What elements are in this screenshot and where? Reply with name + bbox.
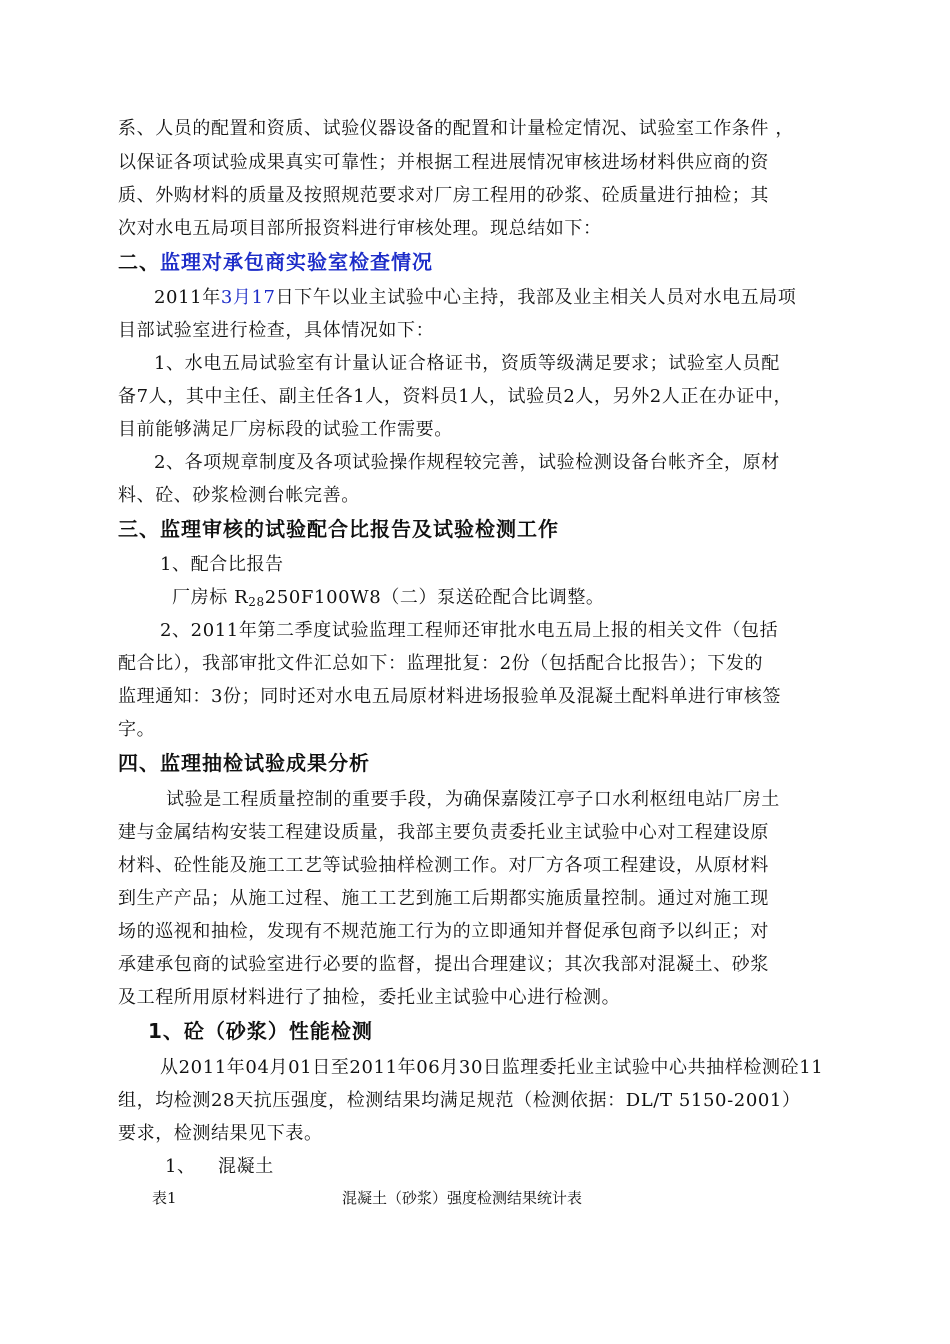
inspection-month: 3月	[220, 287, 252, 308]
mix-prefix: 厂房标 R	[172, 587, 249, 608]
mix-proportion-line	[172, 587, 605, 613]
section-3-sub1: 1、配合比报告	[160, 554, 284, 575]
section-4-sub1-heading: 1、砼（砂浆）性能检测	[148, 1019, 373, 1043]
section-4-heading: 四、监理抽检试验成果分析	[118, 751, 370, 775]
intro-line-4: 次对水电五局项目部所报资料进行审核处理。现总结如下：	[118, 218, 602, 239]
section-2-item1-line-2: 备7人，其中主任、副主任各1人，资料员1人，试验员2人，另外2人正在办证中，	[118, 386, 793, 407]
section-3-item2-line-2: 配合比），我部审批文件汇总如下：监理批复：2份（包括配合比报告）；下发的	[118, 653, 764, 674]
section-3-heading: 三、监理审核的试验配合比报告及试验检测工作	[118, 517, 559, 541]
concrete-item-label: 混凝土	[218, 1156, 274, 1177]
section-2-para-line-1	[154, 287, 796, 309]
section-2-item2-line-2: 料、砼、砂浆检测台帐完善。	[118, 485, 360, 506]
section-2-item1-line-1: 1、水电五局试验室有计量认证合格证书，资质等级满足要求；试验室人员配	[154, 353, 780, 374]
section-4-para-line-3: 材料、砼性能及施工工艺等试验抽样检测工作。对厂方各项工程建设，从原材料	[118, 855, 769, 876]
mix-suffix: 250F100W8（二）泵送砼配合比调整。	[264, 587, 605, 608]
section-2-para-line-2: 目部试验室进行检查，具体情况如下：	[118, 320, 435, 341]
section-2-title: 监理对承包商实验室检查情况	[160, 250, 433, 274]
inspection-year: 2011年	[154, 287, 221, 308]
section-4-para-line-6: 承建承包商的试验室进行必要的监督，提出合理建议；其次我部对混凝土、砂浆	[118, 954, 769, 975]
concrete-item-number: 1、	[165, 1156, 196, 1177]
section-4-para-line-4: 到生产产品；从施工过程、施工工艺到施工后期都实施质量控制。通过对施工现	[118, 888, 769, 909]
section-2-item1-line-3: 目前能够满足厂房标段的试验工作需要。	[118, 419, 453, 440]
section-4-sub1-para-line-2: 组，均检测28天抗压强度，检测结果均满足规范（检测依据：DL/T 5150-2001）	[118, 1090, 801, 1111]
section-2-item2-line-1: 2、各项规章制度及各项试验操作规程较完善，试验检测设备台帐齐全，原材	[154, 452, 780, 473]
section-4-sub1-para-line-1: 从2011年04月01日至2011年06月30日监理委托业主试验中心共抽样检测砼11	[160, 1057, 824, 1078]
section-4-sub1-para-line-3: 要求，检测结果见下表。	[118, 1123, 323, 1144]
section-4-para-line-2: 建与金属结构安装工程建设质量，我部主要负责委托业主试验中心对工程建设原	[118, 822, 769, 843]
inspection-rest: 日下午以业主试验中心主持，我部及业主相关人员对水电五局项	[275, 287, 797, 308]
table-caption-title: 混凝土（砂浆）强度检测结果统计表	[342, 1189, 583, 1207]
section-4-para-line-5: 场的巡视和抽检，发现有不规范施工行为的立即通知并督促承包商予以纠正；对	[118, 921, 769, 942]
section-4-para-line-1: 试验是工程质量控制的重要手段，为确保嘉陵江亭子口水利枢纽电站厂房土	[166, 789, 780, 810]
section-4-para-line-7: 及工程所用原材料进行了抽检，委托业主试验中心进行检测。	[118, 987, 621, 1008]
intro-line-3: 质、外购材料的质量及按照规范要求对厂房工程用的砂浆、砼质量进行抽检；其	[118, 185, 769, 206]
inspection-day: 17	[251, 287, 276, 308]
table-caption-label: 表1	[152, 1189, 177, 1207]
section-2-heading	[118, 250, 433, 274]
intro-line-2: 以保证各项试验成果真实可靠性；并根据工程进展情况审核进场材料供应商的资	[118, 152, 769, 173]
mix-subscript: 28	[248, 595, 265, 609]
section-2-number: 二、	[118, 250, 160, 274]
intro-line-1: 系、人员的配置和资质、试验仪器设备的配置和计量检定情况、试验室工作条件 ，	[118, 118, 794, 139]
section-3-item2-line-4: 字。	[118, 719, 156, 740]
section-3-item2-line-1: 2、2011年第二季度试验监理工程师还审批水电五局上报的相关文件（包括	[160, 620, 779, 641]
section-3-item2-line-3: 监理通知：3份；同时还对水电五局原材料进场报验单及混凝土配料单进行审核签	[118, 686, 782, 707]
